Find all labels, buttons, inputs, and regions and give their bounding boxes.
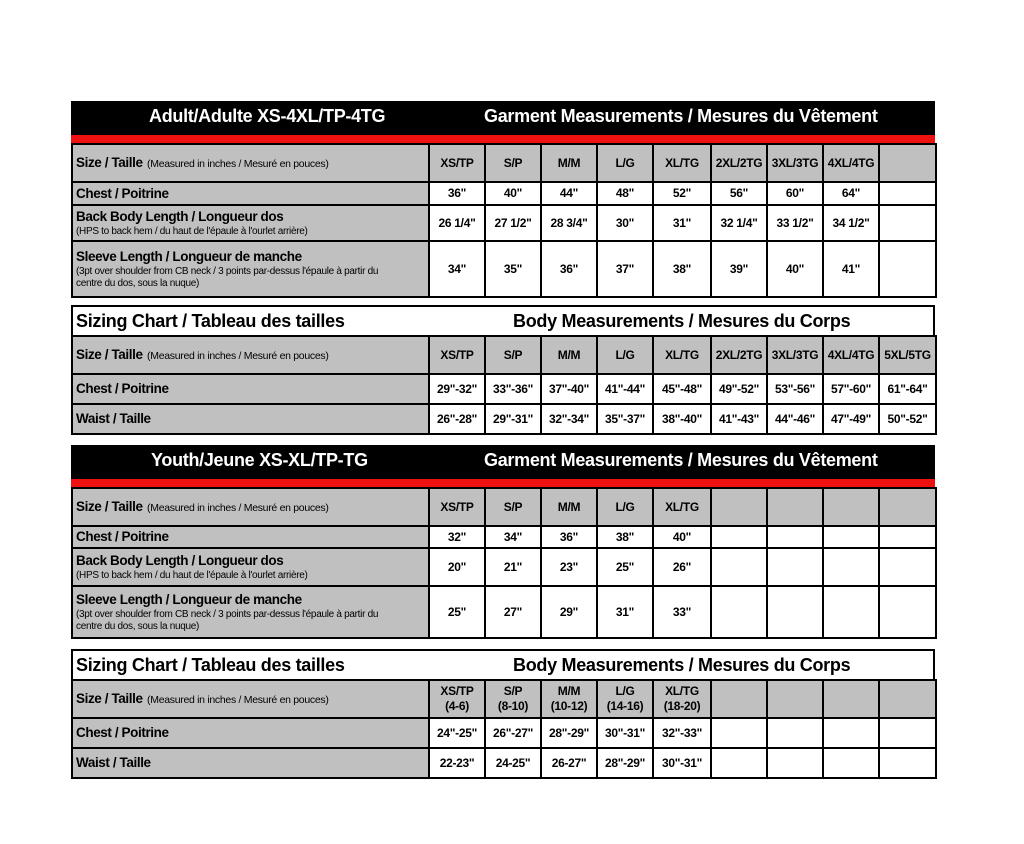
measurement-label: Chest / Poitrine [76, 725, 169, 740]
youth-body-header [71, 649, 935, 679]
youth-body-table [71, 679, 937, 779]
size-label: 4XL/4TG [827, 347, 875, 362]
measurement-label: Chest / Poitrine [76, 381, 169, 396]
measurement-value: 47"-49" [823, 404, 879, 434]
size-age-range: (18-20) [663, 699, 701, 713]
measurement-value: 41"-44" [597, 374, 653, 404]
size-age-range: (10-12) [550, 699, 588, 713]
measurement-value: 39" [711, 241, 767, 297]
measurement-value: 26" [653, 548, 711, 586]
size-header-note: (Measured in inches / Mesuré en pouces) [147, 502, 329, 514]
size-column-header [711, 144, 767, 182]
measurement-label-cell [72, 182, 429, 205]
size-header-label-cell [72, 144, 429, 182]
measurement-value: 41" [823, 241, 879, 297]
size-column-header [597, 336, 653, 374]
size-column-header [767, 336, 823, 374]
measurement-value: 24-25" [485, 748, 541, 778]
measurement-value [711, 748, 767, 778]
measurement-value: 53"-56" [767, 374, 823, 404]
size-label: XL/TG [665, 155, 699, 170]
adult-garment-table [71, 143, 937, 298]
measurement-value: 35" [485, 241, 541, 297]
measurement-value: 44"-46" [767, 404, 823, 434]
measurement-note: centre du dos, sous la nuque) [76, 621, 200, 632]
size-column-header [711, 336, 767, 374]
measurement-value: 33"-36" [485, 374, 541, 404]
size-column-header [879, 680, 936, 718]
size-column-header [485, 680, 541, 718]
measurement-value: 36" [541, 241, 597, 297]
measurement-row [72, 205, 936, 241]
measurement-value [879, 182, 936, 205]
measurement-value: 38"-40" [653, 404, 711, 434]
measurement-row [72, 748, 936, 778]
measurement-row [72, 404, 936, 434]
size-column-header [597, 680, 653, 718]
size-label: 3XL/3TG [771, 347, 819, 362]
measurement-value: 20" [429, 548, 485, 586]
adult-body-table [71, 335, 937, 435]
size-label: M/M [557, 684, 581, 698]
adult-body-section [71, 305, 935, 435]
measurement-row [72, 241, 936, 297]
measurement-label-cell [72, 374, 429, 404]
youth-body-left-title: Sizing Chart / Tableau des tailles [76, 655, 345, 675]
youth-body-right-title: Body Measurements / Mesures du Corps [513, 655, 851, 675]
size-label: M/M [557, 499, 581, 514]
measurement-value: 25" [429, 586, 485, 638]
size-column-header [541, 488, 597, 526]
measurement-value: 64" [823, 182, 879, 205]
measurement-value: 32"-34" [541, 404, 597, 434]
size-column-header [823, 680, 879, 718]
measurement-value: 61"-64" [879, 374, 936, 404]
measurement-value [711, 586, 767, 638]
measurement-value: 27" [485, 586, 541, 638]
measurement-note: (HPS to back hem / du haut de l'épaule à l'ourlet arrière) [76, 570, 308, 581]
size-header-label: Size / Taille [76, 347, 143, 362]
size-column-header [429, 144, 485, 182]
adult-body-left-title: Sizing Chart / Tableau des tailles [76, 311, 345, 331]
measurement-value: 26-27" [541, 748, 597, 778]
size-column-header [767, 144, 823, 182]
size-column-header [767, 488, 823, 526]
size-column-header [653, 680, 711, 718]
measurement-value [767, 748, 823, 778]
size-column-header [485, 144, 541, 182]
measurement-value: 50"-52" [879, 404, 936, 434]
size-age-range: (4-6) [445, 699, 469, 713]
size-label: M/M [557, 347, 581, 362]
measurement-label: Chest / Poitrine [76, 185, 169, 201]
measurement-label: Waist / Taille [76, 411, 151, 426]
size-label: L/G [615, 347, 635, 362]
measurement-value: 45"-48" [653, 374, 711, 404]
measurement-value [767, 548, 823, 586]
size-column-header [653, 488, 711, 526]
size-label: 4XL/4TG [827, 155, 875, 170]
size-column-header [711, 488, 767, 526]
measurement-label-cell [72, 548, 429, 586]
measurement-value [879, 718, 936, 748]
measurement-value: 23" [541, 548, 597, 586]
youth-garment-section [71, 445, 935, 639]
measurement-value: 56" [711, 182, 767, 205]
measurement-value [879, 548, 936, 586]
measurement-value [823, 548, 879, 586]
measurement-value: 38" [597, 526, 653, 548]
size-column-header [429, 680, 485, 718]
measurement-value: 41"-43" [711, 404, 767, 434]
measurement-label-cell [72, 205, 429, 241]
measurement-value: 29" [541, 586, 597, 638]
measurement-value: 44" [541, 182, 597, 205]
size-label: S/P [503, 155, 523, 170]
measurement-label-cell [72, 718, 429, 748]
size-column-header [879, 488, 936, 526]
size-label: S/P [503, 499, 523, 514]
measurement-label-cell [72, 748, 429, 778]
measurement-value [823, 748, 879, 778]
measurement-label: Waist / Taille [76, 755, 151, 770]
size-label: M/M [557, 155, 581, 170]
measurement-value: 57"-60" [823, 374, 879, 404]
size-label: L/G [615, 155, 635, 170]
measurement-value [879, 241, 936, 297]
size-label: XS/TP [440, 684, 474, 698]
youth-garment-red-bar [71, 479, 935, 487]
size-age-range: (8-10) [497, 699, 529, 713]
measurement-label: Back Body Length / Longueur dos [76, 209, 284, 224]
measurement-value [767, 526, 823, 548]
measurement-label: Back Body Length / Longueur dos [76, 553, 284, 568]
size-column-header [653, 336, 711, 374]
size-column-header [597, 488, 653, 526]
measurement-value: 34" [429, 241, 485, 297]
size-column-header [879, 144, 936, 182]
size-label: XL/TG [665, 499, 699, 514]
measurement-value: 33 1/2" [767, 205, 823, 241]
measurement-row [72, 374, 936, 404]
measurement-label-cell [72, 526, 429, 548]
size-column-header [767, 680, 823, 718]
measurement-value: 36" [541, 526, 597, 548]
measurement-value: 25" [597, 548, 653, 586]
size-column-header [823, 488, 879, 526]
size-column-header [541, 680, 597, 718]
adult-garment-red-bar [71, 135, 935, 143]
size-column-header [823, 144, 879, 182]
measurement-value: 31" [653, 205, 711, 241]
measurement-value: 29"-31" [485, 404, 541, 434]
measurement-value [823, 718, 879, 748]
size-label: XL/TG [665, 684, 699, 698]
measurement-value [879, 205, 936, 241]
size-label: L/G [615, 499, 635, 514]
measurement-note: (HPS to back hem / du haut de l'épaule à l'ourlet arrière) [76, 226, 308, 237]
measurement-value: 26 1/4" [429, 205, 485, 241]
measurement-value: 34 1/2" [823, 205, 879, 241]
size-header-label-cell [72, 680, 429, 718]
measurement-label: Chest / Poitrine [76, 529, 169, 544]
youth-garment-table [71, 487, 937, 639]
measurement-value: 27 1/2" [485, 205, 541, 241]
size-column-header [541, 144, 597, 182]
size-header-label: Size / Taille [76, 155, 143, 170]
size-label: XS/TP [440, 499, 474, 514]
measurement-value: 31" [597, 586, 653, 638]
size-label: 2XL/2TG [715, 347, 763, 362]
size-label: S/P [503, 684, 523, 698]
measurement-note: (3pt over shoulder from CB neck / 3 points par-dessus l'épaule à partir du [76, 609, 379, 620]
youth-body-section [71, 649, 935, 779]
size-column-header [485, 336, 541, 374]
adult-garment-section [71, 101, 935, 298]
measurement-value: 28"-29" [597, 748, 653, 778]
measurement-label-cell [72, 404, 429, 434]
measurement-value [823, 526, 879, 548]
adult-garment-header [71, 101, 935, 135]
measurement-value: 28"-29" [541, 718, 597, 748]
measurement-value: 40" [653, 526, 711, 548]
measurement-note: centre du dos, sous la nuque) [76, 278, 200, 289]
measurement-label: Sleeve Length / Longueur de manche [76, 249, 302, 264]
measurement-value: 33" [653, 586, 711, 638]
size-label: XS/TP [440, 155, 474, 170]
measurement-value: 32 1/4" [711, 205, 767, 241]
measurement-value: 32"-33" [653, 718, 711, 748]
measurement-value: 48" [597, 182, 653, 205]
measurement-note: (3pt over shoulder from CB neck / 3 points par-dessus l'épaule à partir du [76, 266, 379, 277]
measurement-value [879, 586, 936, 638]
measurement-value: 49"-52" [711, 374, 767, 404]
measurement-value: 22-23" [429, 748, 485, 778]
measurement-value: 30"-31" [597, 718, 653, 748]
measurement-value [711, 718, 767, 748]
size-column-header [879, 336, 936, 374]
measurement-value: 37"-40" [541, 374, 597, 404]
size-header-note: (Measured in inches / Mesuré en pouces) [147, 694, 329, 706]
measurement-value [711, 526, 767, 548]
measurement-value: 60" [767, 182, 823, 205]
measurement-value [767, 718, 823, 748]
size-header-label-cell [72, 488, 429, 526]
measurement-label-cell [72, 586, 429, 638]
measurement-value: 26"-28" [429, 404, 485, 434]
size-column-header [653, 144, 711, 182]
size-column-header [823, 336, 879, 374]
adult-garment-right-title: Garment Measurements / Mesures du Vêtement [484, 106, 878, 126]
measurement-value: 24"-25" [429, 718, 485, 748]
measurement-row [72, 182, 936, 205]
adult-body-header [71, 305, 935, 335]
size-label: L/G [615, 684, 635, 698]
youth-garment-header [71, 445, 935, 479]
measurement-value: 36" [429, 182, 485, 205]
size-label: 2XL/2TG [715, 155, 763, 170]
measurement-value: 52" [653, 182, 711, 205]
size-header-row [72, 680, 936, 718]
measurement-value: 28 3/4" [541, 205, 597, 241]
size-column-header [541, 336, 597, 374]
measurement-value [879, 748, 936, 778]
size-column-header [597, 144, 653, 182]
size-header-note: (Measured in inches / Mesuré en pouces) [147, 350, 329, 362]
measurement-label-cell [72, 241, 429, 297]
measurement-value: 34" [485, 526, 541, 548]
measurement-value: 38" [653, 241, 711, 297]
measurement-value [823, 586, 879, 638]
measurement-value: 30"-31" [653, 748, 711, 778]
size-label: S/P [503, 347, 523, 362]
measurement-value: 40" [485, 182, 541, 205]
measurement-value: 29"-32" [429, 374, 485, 404]
size-label: XL/TG [665, 347, 699, 362]
size-column-header [429, 488, 485, 526]
size-header-row [72, 488, 936, 526]
youth-garment-right-title: Garment Measurements / Mesures du Vêtement [484, 450, 878, 470]
measurement-value [767, 586, 823, 638]
size-column-header [711, 680, 767, 718]
size-label: 3XL/3TG [771, 155, 819, 170]
measurement-row [72, 548, 936, 586]
size-label: 5XL/5TG [884, 347, 931, 362]
measurement-value: 32" [429, 526, 485, 548]
measurement-value: 40" [767, 241, 823, 297]
size-column-header [429, 336, 485, 374]
size-header-label: Size / Taille [76, 499, 143, 514]
measurement-row [72, 718, 936, 748]
measurement-value: 30" [597, 205, 653, 241]
size-header-row [72, 144, 936, 182]
measurement-value [879, 526, 936, 548]
size-header-note: (Measured in inches / Mesuré en pouces) [147, 158, 329, 170]
size-header-label-cell [72, 336, 429, 374]
measurement-row [72, 526, 936, 548]
size-header-label: Size / Taille [76, 691, 143, 706]
measurement-value: 37" [597, 241, 653, 297]
youth-garment-left-title: Youth/Jeune XS-XL/TP-TG [151, 450, 368, 470]
size-column-header [485, 488, 541, 526]
adult-body-right-title: Body Measurements / Mesures du Corps [513, 311, 851, 331]
size-age-range: (14-16) [606, 699, 644, 713]
size-label: XS/TP [440, 347, 474, 362]
measurement-label: Sleeve Length / Longueur de manche [76, 592, 302, 607]
size-header-row [72, 336, 936, 374]
measurement-value: 35"-37" [597, 404, 653, 434]
measurement-row [72, 586, 936, 638]
measurement-value [711, 548, 767, 586]
measurement-value: 21" [485, 548, 541, 586]
adult-garment-left-title: Adult/Adulte XS-4XL/TP-4TG [149, 106, 386, 126]
measurement-value: 26"-27" [485, 718, 541, 748]
